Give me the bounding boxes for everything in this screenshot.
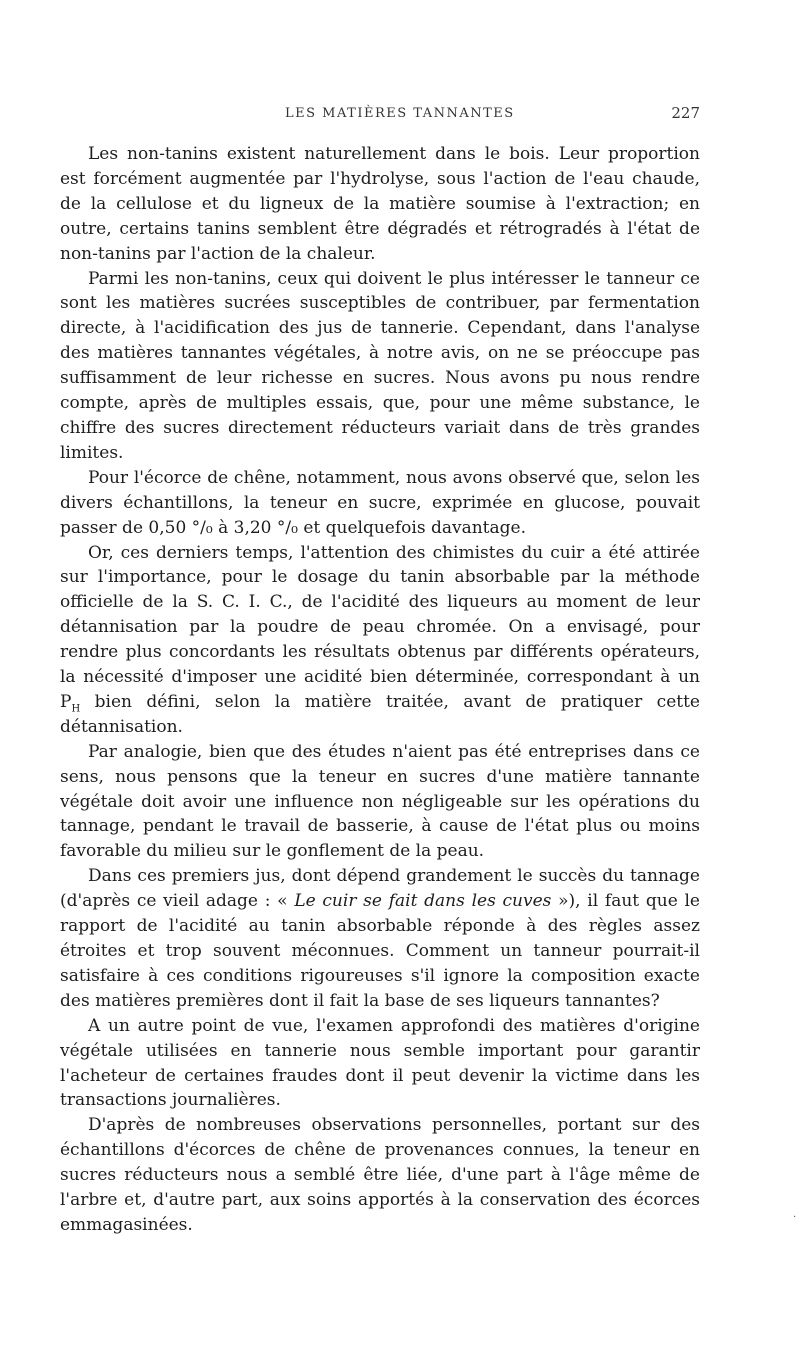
paragraph-8: D'après de nombreuses observations personnelles, portant sur des échantillons d'écorces de chêne de provenances connues, la teneur en sucres réducteurs nous a semblé être liée, d'une part à l'âge même de l'arbre et, d'autre part, aux soins apportés à la conservation des écorces emmagasinées. bbox=[60, 1115, 700, 1235]
paragraph-4-text-end: bien défini, selon la matière traitée, avant de pratiquer cette détannisation. bbox=[60, 691, 700, 737]
margin-speck: · bbox=[793, 1212, 797, 1223]
paragraph-4 bbox=[60, 541, 700, 740]
paragraph-6-text: Dans ces premiers jus, dont dépend grandement le succès du tannage (d'après ce vieil adage : « bbox=[60, 866, 700, 912]
paragraph-4-text: Or, ces derniers temps, l'attention des chimistes du cuir a été attirée sur l'importance, pour le dosage du tanin absorbable par la méthode officielle de la S. C. I. C., de l'acidité des liqueurs au moment de leur détannisation par la poudre de peau chromée. On a envisagé, pour rendre plus concordants les résultats obtenus par différents opérateurs, la nécessité d'imposer une acidité bien déterminée, correspondant à un P bbox=[60, 542, 700, 712]
running-title: LES MATIÈRES TANNANTES bbox=[285, 106, 515, 121]
paragraph-3: Pour l'écorce de chêne, notamment, nous avons observé que, selon les divers échantillons, la teneur en sucre, exprimée en glucose, pouvait passer de 0,50 °/₀ à 3,20 °/₀ et quelquefois davantage. bbox=[60, 467, 700, 538]
paragraph-5: Par analogie, bien que des études n'aient pas été entreprises dans ce sens, nous pensons que la teneur en sucres d'une matière tannante végétale doit avoir une influence non négligeable sur les opérations du tannage, pendant le travail de basserie, à cause de l'état plus ou moins favorable du milieu sur le gonflement de la peau. bbox=[60, 741, 700, 862]
adage-quote: Le cuir se fait dans les cuves bbox=[294, 891, 552, 912]
paragraph-7: A un autre point de vue, l'examen approfondi des matières d'origine végétale utilisées en tannerie nous semble important pour garantir l'acheteur de certaines fraudes dont il peut devenir la victime dans les transactions journalières. bbox=[60, 1015, 700, 1111]
ph-subscript: H bbox=[71, 703, 81, 715]
paragraph-1: Les non-tanins existent naturellement dans le bois. Leur proportion est forcément augmentée par l'hydrolyse, sous l'action de l'eau chaude, de la cellulose et du ligneux de la matière soumise à l'extraction; en outre, certains tanins semblent être dégradés et rétrogradés à l'état de non-tanins par l'action de la chaleur. bbox=[60, 144, 700, 264]
page-number: 227 bbox=[671, 104, 700, 122]
paragraph-2: Parmi les non-tanins, ceux qui doivent le plus intéresser le tanneur ce sont les matières sucrées susceptibles de contribuer, par fermentation directe, à l'acidification des jus de tannerie. Cependant, dans l'analyse des matières tannantes végétales, à notre avis, on ne se préoccupe pas suffisamment de leur richesse en sucres. Nous avons pu nous rendre compte, après de multiples essais, que, pour une même substance, le chiffre des sucres directement réducteurs variait dans de très grandes limites. bbox=[60, 268, 700, 463]
paragraph-6 bbox=[60, 864, 700, 1013]
body-text bbox=[60, 142, 700, 1238]
paragraph-6-text-end: »), il faut que le rapport de l'acidité au tanin absorbable réponde à des règles assez étroites et trop souvent méconnues. Comment un tanneur pourrait-il satisfaire à ces conditions rigoureuses s'il ignore la composition exacte des matières premières dont il fait la base de ses liqueurs tannantes? bbox=[60, 891, 700, 1011]
page-header bbox=[60, 98, 700, 128]
